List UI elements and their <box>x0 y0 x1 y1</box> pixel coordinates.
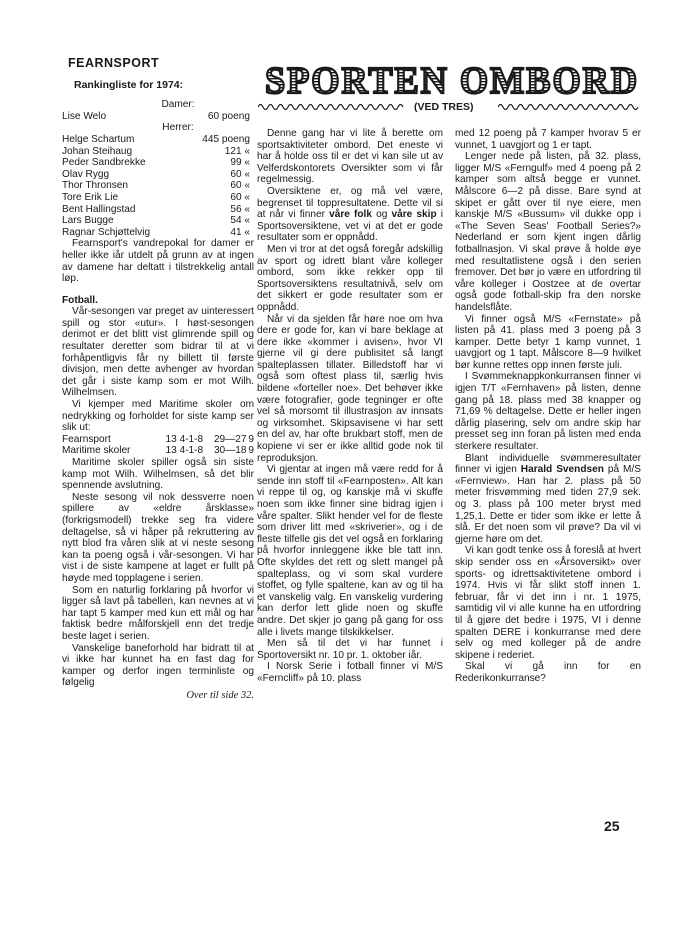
player-name: Tore Erik Lie <box>62 191 119 203</box>
paragraph: Vi gjentar at ingen må være redd for å sende inn stoff til «Fearnposten». Alt kan vi reppe til og, og kanskje må vi skuffe noen som ikke finner sine bidrag igjen i våre spalter. Slikt hender vel for de fleste som driver litt med «skriverier», og i de fleste tilfelle gis det vel også en forklaring på hvorfor innleggene ikke ble tatt inn. Ofte skyldes det rett og slett mangel på spalteplass, og vi som skal vurdere stoffet, og fylle spaltene, kan av og til ha et vanskelig valg. En vanskelig vurdering kan derfor lett glide noen og skuffe andre. Det skjer jo gang på gang for oss alle i livets mange tilskikkelser. <box>257 464 443 638</box>
ranking-row <box>62 111 254 123</box>
page-number: 25 <box>604 818 620 834</box>
player-name: Lars Bugge <box>62 215 114 227</box>
player-points: 60 « <box>230 191 250 203</box>
article-column-1 <box>257 128 443 685</box>
damer-list <box>62 111 254 123</box>
paragraph: Når vi da sjelden får høre noe om hva dere er gode for, kan vi bare beklage at dere ikke «kommer i avisen», hvor VI gjerne vil gi dere publisitet så langt spalteplassen tillater. Billedstoff har vi også som oftest plass til, særlig hvis bildene «forteller noe». Det behøver ikke være fotografier, gode tegninger er ofte vel så morsomt til illustrasjon av innsats og virksomhet. Skipsavisene vi har sett en del av, har ofte brukbart stoff, men de kopiene vi ser er ikke alltid gode nok til reproduksjon. <box>257 313 443 464</box>
byline-row <box>258 100 642 116</box>
ranking-row <box>62 157 254 169</box>
paragraph: Fearnsport's vandrepokal for damer er heller ikke iår utdelt på grunn av at ingen av damene har deltatt i tilstrekkelig antall løp. <box>62 238 254 285</box>
player-name: Peder Sandbrekke <box>62 157 146 169</box>
team-name: Maritime skoler <box>62 445 131 457</box>
player-points: 445 poeng <box>202 133 250 145</box>
continued-note: Over til side 32. <box>186 689 254 701</box>
team-stats: 13 4-1-8 <box>165 433 204 445</box>
bold-name: Harald Svendsen <box>520 464 604 476</box>
ornament-right <box>498 102 642 112</box>
ranking-row <box>62 180 254 192</box>
paragraph: Vår-sesongen var preget av uinteressert spill og stor «utur». I høst-sesongen derimot er det blitt vist glimrende spill og resultater deretter som bidrar til at vi forhåpentligvis får ny billett til første divisjon, men dette avhenger av hvordan det går i siste kamp som er mot Wilh. Wilhelmsen. <box>62 306 254 399</box>
paragraph: Lenger nede på listen, på 32. plass, ligger M/S «Ferngulf» med 4 poeng på 2 kamper som altså begge er vunnet. Målscore 6—2 på disse. Bare synd at skipet er gått over til nye eiere, men kanskje M/S «Bussum» vil dukke opp i «The Seven Seas' Football Series?» Nederland er som kjent ingen dårlig fotballnasjon. Vi skal prøve å holde øye med resultatlistene også i den serien fremover. Det bør jo være en utfordring til våre kolleger i Oostzee at de overtar også gode fotball-skip fra den norske handelsflåte. <box>455 151 641 313</box>
paragraph: Som en naturlig forklaring på hvorfor vi ligger så lavt på tabellen, kan nevnes at vi har tapt 5 kamper med kun ett mål og har faktisk bedre målforskjell enn det tredje beste laget i serien. <box>62 584 254 642</box>
article-column-2 <box>455 128 641 685</box>
league-table <box>62 434 254 457</box>
herrer-label: Herrer: <box>162 122 194 134</box>
herrer-list <box>62 134 254 238</box>
team-goals: 29—27 <box>213 433 247 445</box>
paragraph: Blant individuelle svømmeresultater finner vi igjen Harald Svendsen på M/S «Fernview». Han har 2. plass på 50 meter frisvømming med tiden 27,9 sek. og 3. plass på 100 meter bryst med 1,25,1. Dette er tider som ikke er lette å slå. Er det noen som vil prøve? Da vil vi gjerne høre om det. <box>455 452 641 545</box>
headline <box>262 60 642 100</box>
paragraph: Maritime skoler spiller også sin siste kamp mot Wilh. Wilhelmsen, så det blir spennende avslutning. <box>62 457 254 492</box>
player-points: 56 « <box>230 203 250 215</box>
paragraph: Vi finner også M/S «Fernstate» på listen på 41. plass med 3 poeng på 3 kamper. Dette betyr 1 kamp vunnet, 1 uavgjort og 1 tapt. Målscore 8—9 hvilket bør kunne rettes opp innen første juli. <box>455 313 641 371</box>
headline-graphic <box>262 60 642 100</box>
fearnsport-column <box>62 58 254 701</box>
section-title: FEARNSPORT <box>68 56 160 70</box>
fotball-heading: Fotball. <box>62 294 98 306</box>
ranking-row <box>62 134 254 146</box>
paragraph: Oversiktene er, og må vel være, begrenset til toppresultatene. Dette vil si at når vi finner våre folk og våre skip i Sportsoversiktene, vet vi at det er gode resultater som er oppnådd. <box>257 185 443 244</box>
paragraph: Vi kan godt tenke oss å foreslå at hvert skip sender oss en «Årsoversikt» over sports- og idrettsaktivitetene ombord i 1974. Hvis vi får slikt stoff innen 1. februar, får vi det inn i nr. 1 1975, samtidig vil vi alle kunne ha en utfordring til å gjøre det bedre i 1975, VI i denne spalten DERE i konkurranse med dere selv og med kolleger på de andre skipene i rederiet. <box>455 545 641 661</box>
player-points: 99 « <box>230 157 250 169</box>
paragraph: I Svømmeknappkonkurransen finner vi igjen T/T «Fernhaven» på listen, denne gang på 18. plass med 38 knapper og 71,69 % deltagelse. Dette er heller ingen dårlig plasering, selv om andre skip har presset seg inn foran på listen med enda sterkere resultater. <box>455 371 641 453</box>
paragraph: Men vi tror at det også foregår adskillig av sport og idrett blant våre kolleger ombord, som ikke rekker opp til Sportsoversiktens resultatnivå, selv om det sikkert er gode resultater som er oppnådd. <box>257 243 443 313</box>
team-points: 9 <box>248 433 254 445</box>
ranking-row <box>62 169 254 181</box>
byline: (VED TRES) <box>414 101 474 113</box>
paragraph: Men så til det vi har funnet i Sportoversikt nr. 10 pr. 1. oktober iår. <box>257 638 443 661</box>
paragraph: Skal vi gå inn for en Rederikonkurranse? <box>455 661 641 684</box>
ranking-row <box>62 227 254 239</box>
paragraph: Vanskelige baneforhold har bidratt til at vi ikke har kunnet ha en fast dag for kamper og derfor ingen terminliste og følgelig <box>62 642 254 689</box>
team-points: 9 <box>248 445 254 457</box>
paragraph: I Norsk Serie i fotball finner vi M/S «Ferncliff» på 10. plass <box>257 661 443 684</box>
bold-phrase: våre skip <box>391 209 437 221</box>
team-goals: 30—18 <box>213 445 247 457</box>
ranking-row <box>62 192 254 204</box>
player-points: 60 poeng <box>207 110 250 122</box>
ranking-row <box>62 146 254 158</box>
player-points: 60 « <box>230 168 250 180</box>
damer-label: Damer: <box>161 99 195 111</box>
ornament-left <box>258 102 406 112</box>
player-name: Olav Rygg <box>62 168 110 180</box>
table-row <box>62 445 254 457</box>
paragraph: Denne gang har vi lite å berette om sportsaktiviteter ombord. Det eneste vi har å holde oss til er det vi kan sile ut av Velferdskontorets Oversikter som vi får regelmessig. <box>257 128 443 186</box>
player-name: Lise Welo <box>62 110 107 122</box>
player-name: Johan Steihaug <box>62 145 133 157</box>
player-name: Helge Schartum <box>62 133 135 145</box>
bold-phrase: våre folk <box>329 209 372 221</box>
player-points: 121 « <box>224 145 250 157</box>
player-name: Ragnar Schjøttelvig <box>62 226 151 238</box>
player-points: 60 « <box>230 180 250 192</box>
team-stats: 13 4-1-8 <box>165 445 204 457</box>
paragraph: med 12 poeng på 7 kamper hvorav 5 er vunnet, 1 uavgjort og 1 er tapt. <box>455 128 641 151</box>
paragraph: Vi kjemper med Maritime skoler om nedrykking og forholdet for siste kamp ser slik ut: <box>62 399 254 434</box>
ranking-row <box>62 215 254 227</box>
player-name: Bent Hallingstad <box>62 203 136 215</box>
player-points: 54 « <box>230 215 250 227</box>
table-row <box>62 434 254 446</box>
player-points: 41 « <box>230 226 250 238</box>
ranking-title: Rankingliste for 1974: <box>74 78 184 91</box>
headline-text: SPORTEN OMBORD <box>265 60 639 100</box>
ranking-row <box>62 204 254 216</box>
team-name: Fearnsport <box>62 433 111 445</box>
player-name: Thor Thronsen <box>62 180 129 192</box>
paragraph: Neste sesong vil nok dessverre noen spillere av «eldre årsklasse» (forkrigsmodell) trekke seg fra videre deltagelse, så vi håper på rekruttering av nytt blod fra våren slik at vi neste sesong kan ta poeng også i vår-sesongen. Vi har vist i de siste kampene at laget er fullt på høyde med topplagene i serien. <box>62 491 254 584</box>
